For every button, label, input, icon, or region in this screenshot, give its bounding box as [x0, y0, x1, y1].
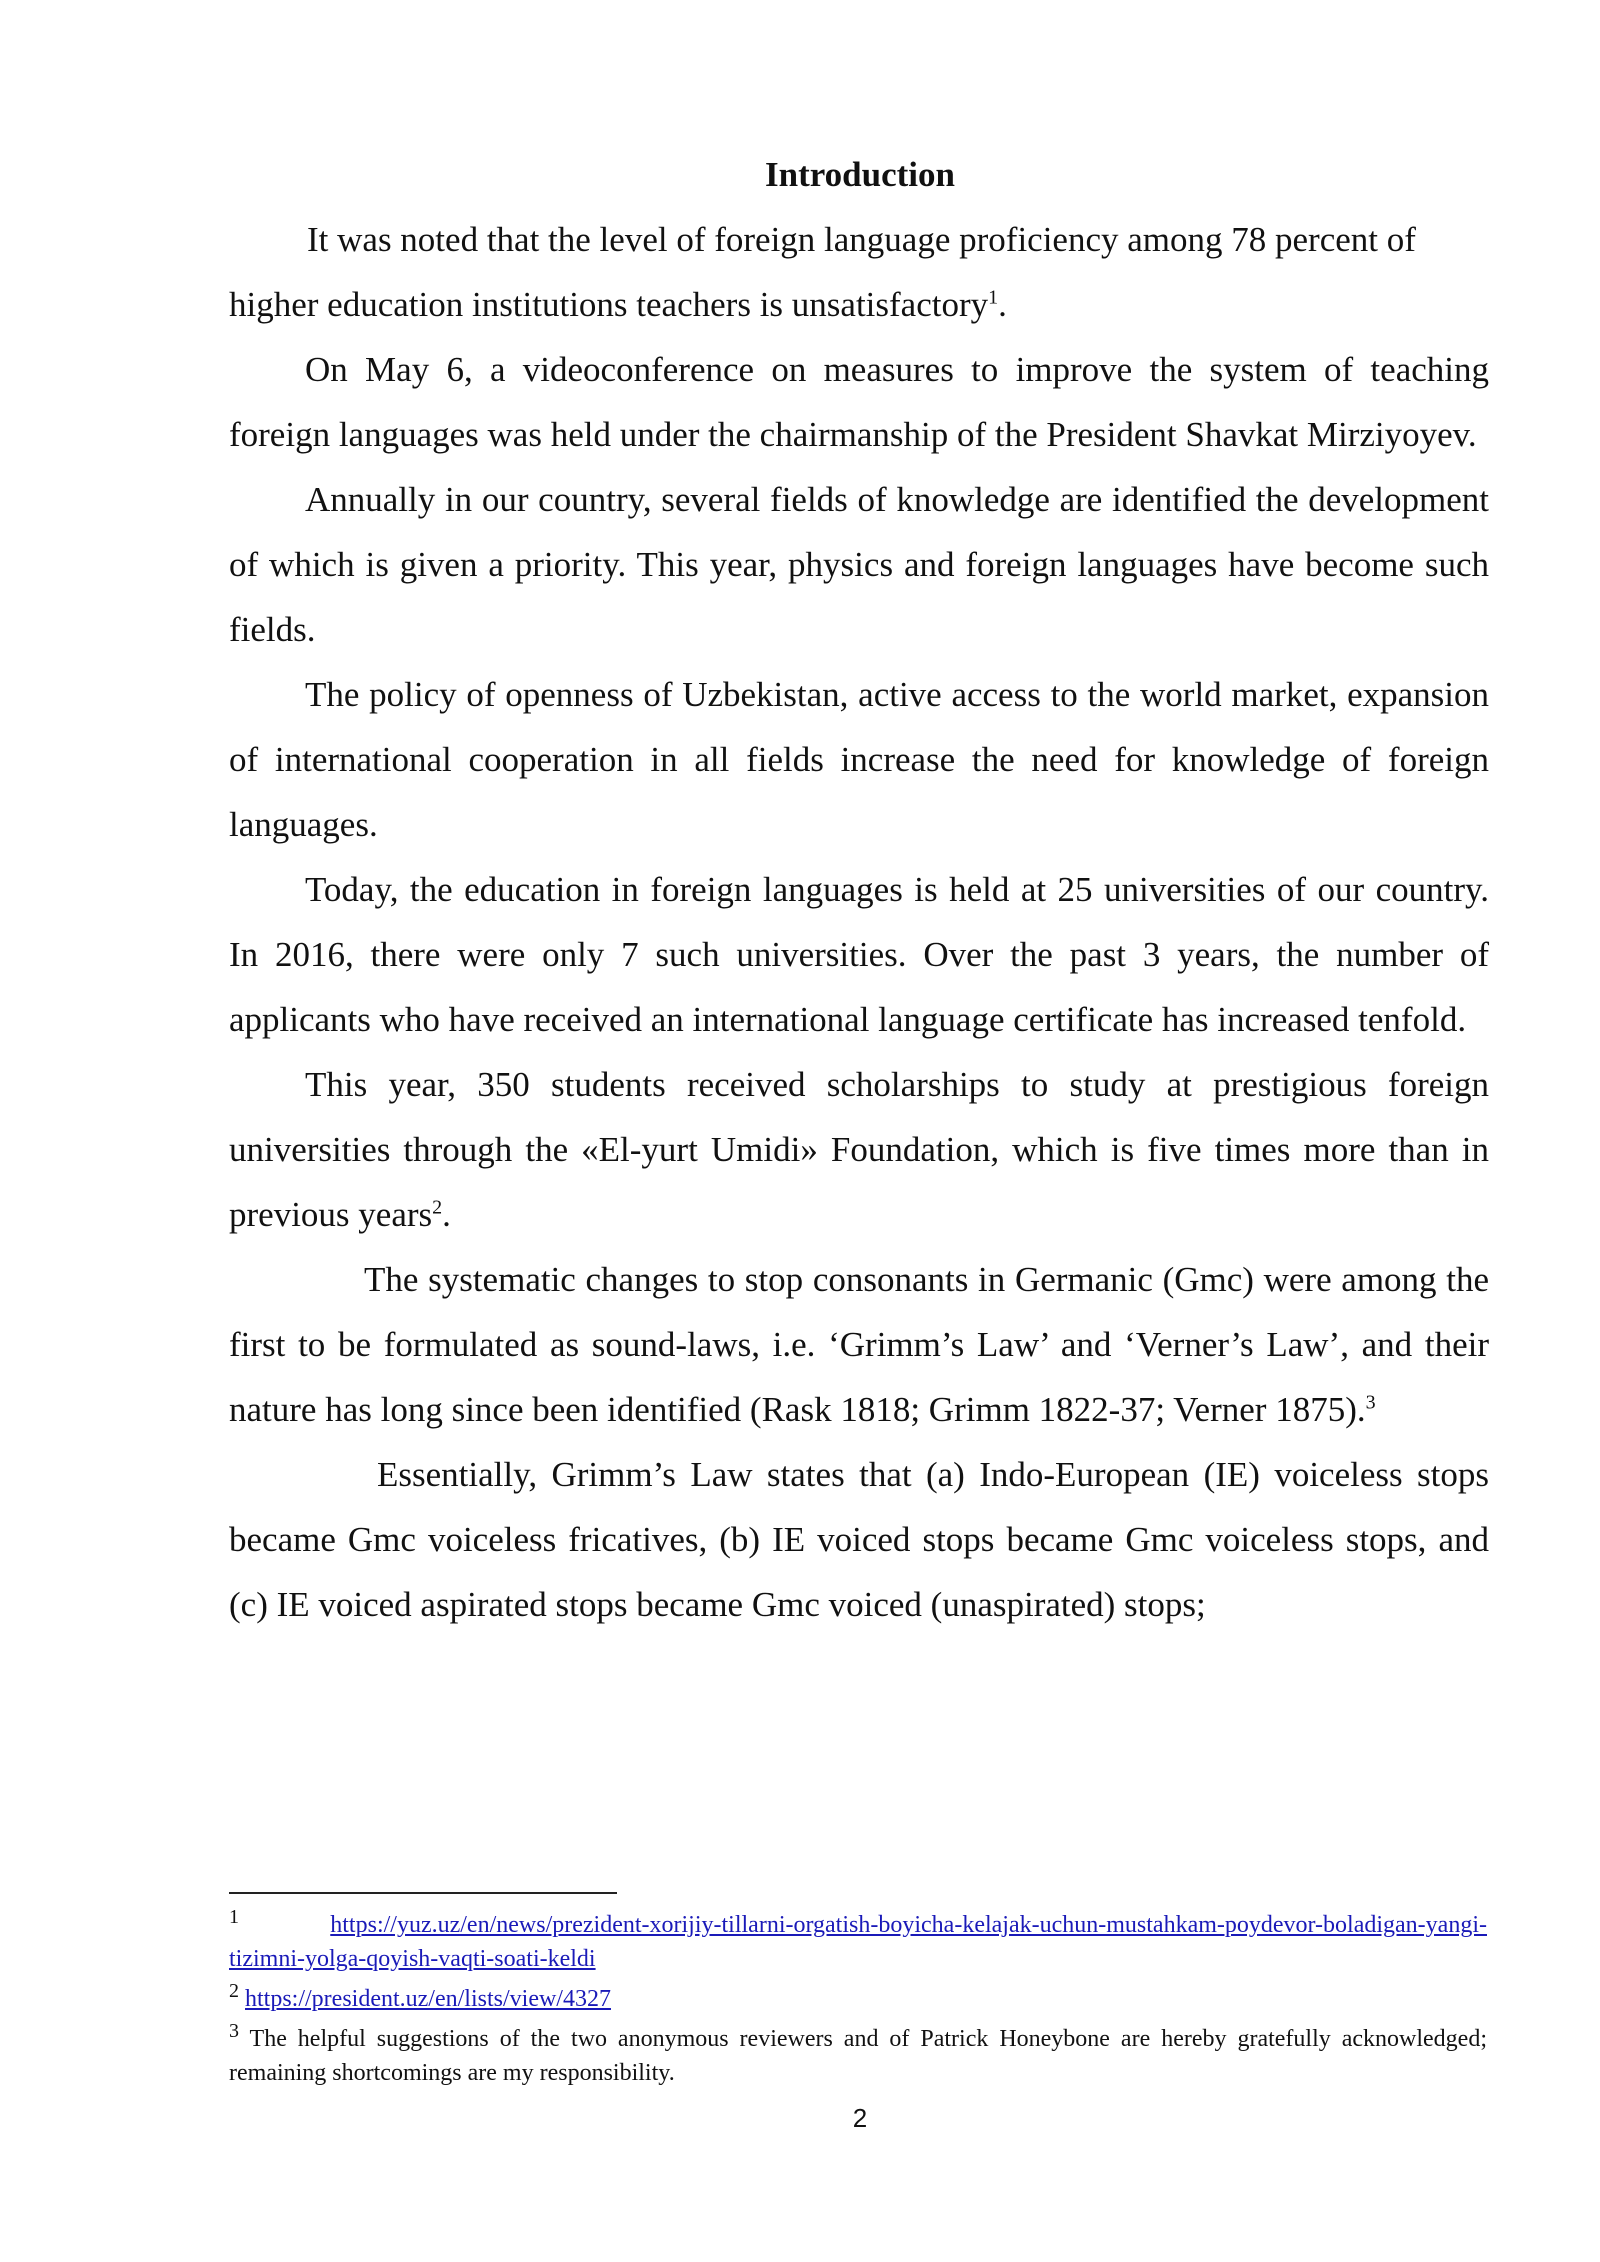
footnote-mark: 2	[229, 1980, 239, 2002]
footnote-text: The helpful suggestions of the two anonymous reviewers and of Patrick Honeybone are hereby gratefully acknowledged; remaining shortcomings are my responsibility.	[229, 2026, 1487, 2086]
paragraph: This year, 350 students received scholarships to study at prestigious foreign universities through the «El-yurt Umidi» Foundation, which is five times more than in previous years$^2$.	[229, 1065, 1489, 1234]
footnote-1	[229, 1908, 1487, 1976]
footnote-link[interactable]: https://yuz.uz/en/news/prezident-xorijiy-tillarni-orgatish-boyicha-kelajak-uchun-mustahkam-poydevor-boladigan-yangi-tizimni-yolga-qoyish-vaqti-soati-keldi	[229, 1912, 1487, 1972]
page-number: 2	[852, 2103, 868, 2133]
paragraph: The policy of openness of Uzbekistan, active access to the world market, expansion of international cooperation in all fields increase the need for knowledge of foreign languages.	[229, 675, 1489, 844]
footnote-separator	[229, 1892, 617, 1894]
footnote-2	[229, 1982, 1487, 2016]
paragraph: It was noted that the level of foreign language proficiency among 78 percent of higher education institutions teachers is unsatisfactory$^1$.	[229, 220, 1416, 324]
footnote-ref[interactable]: 2	[432, 1196, 443, 1219]
paragraph: On May 6, a videoconference on measures to improve the system of teaching foreign languages was held under the chairmanship of the President Shavkat Mirziyoyev.	[229, 350, 1489, 454]
section-heading: Introduction	[765, 155, 955, 194]
body-text	[229, 207, 1489, 1637]
footnote-mark: 3	[229, 2020, 239, 2042]
paragraph: Essentially, Grimm’s Law states that (a) Indo-European (IE) voiceless stops became Gmc voiceless fricatives, (b) IE voiced stops became Gmc voiceless stops, and (c) IE voiced aspirated stops became Gmc voiced (unaspirated) stops;	[229, 1455, 1489, 1624]
paragraph: The systematic changes to stop consonants in Germanic (Gmc) were among the first to be formulated as sound-laws, i.e. ‘Grimm’s Law’ and ‘Verner’s Law’, and their nature has long since been identified (Rask 1818; Grimm 1822-37; Verner 1875).$^3$	[229, 1260, 1489, 1429]
footnote-ref[interactable]: 3	[1365, 1391, 1376, 1414]
footnotes	[229, 1908, 1487, 2096]
paragraph: Today, the education in foreign languages is held at 25 universities of our country. In 2016, there were only 7 such universities. Over the past 3 years, the number of applicants who have received an international language certificate has increased tenfold.	[229, 870, 1489, 1039]
footnote-ref[interactable]: 1	[988, 286, 999, 309]
footnote-3	[229, 2022, 1487, 2090]
footnote-link[interactable]: https://president.uz/en/lists/view/4327	[245, 1986, 611, 2012]
footnote-mark: 1	[229, 1906, 239, 1928]
paragraph: Annually in our country, several fields of knowledge are identified the development of which is given a priority. This year, physics and foreign languages have become such fields.	[229, 480, 1489, 649]
